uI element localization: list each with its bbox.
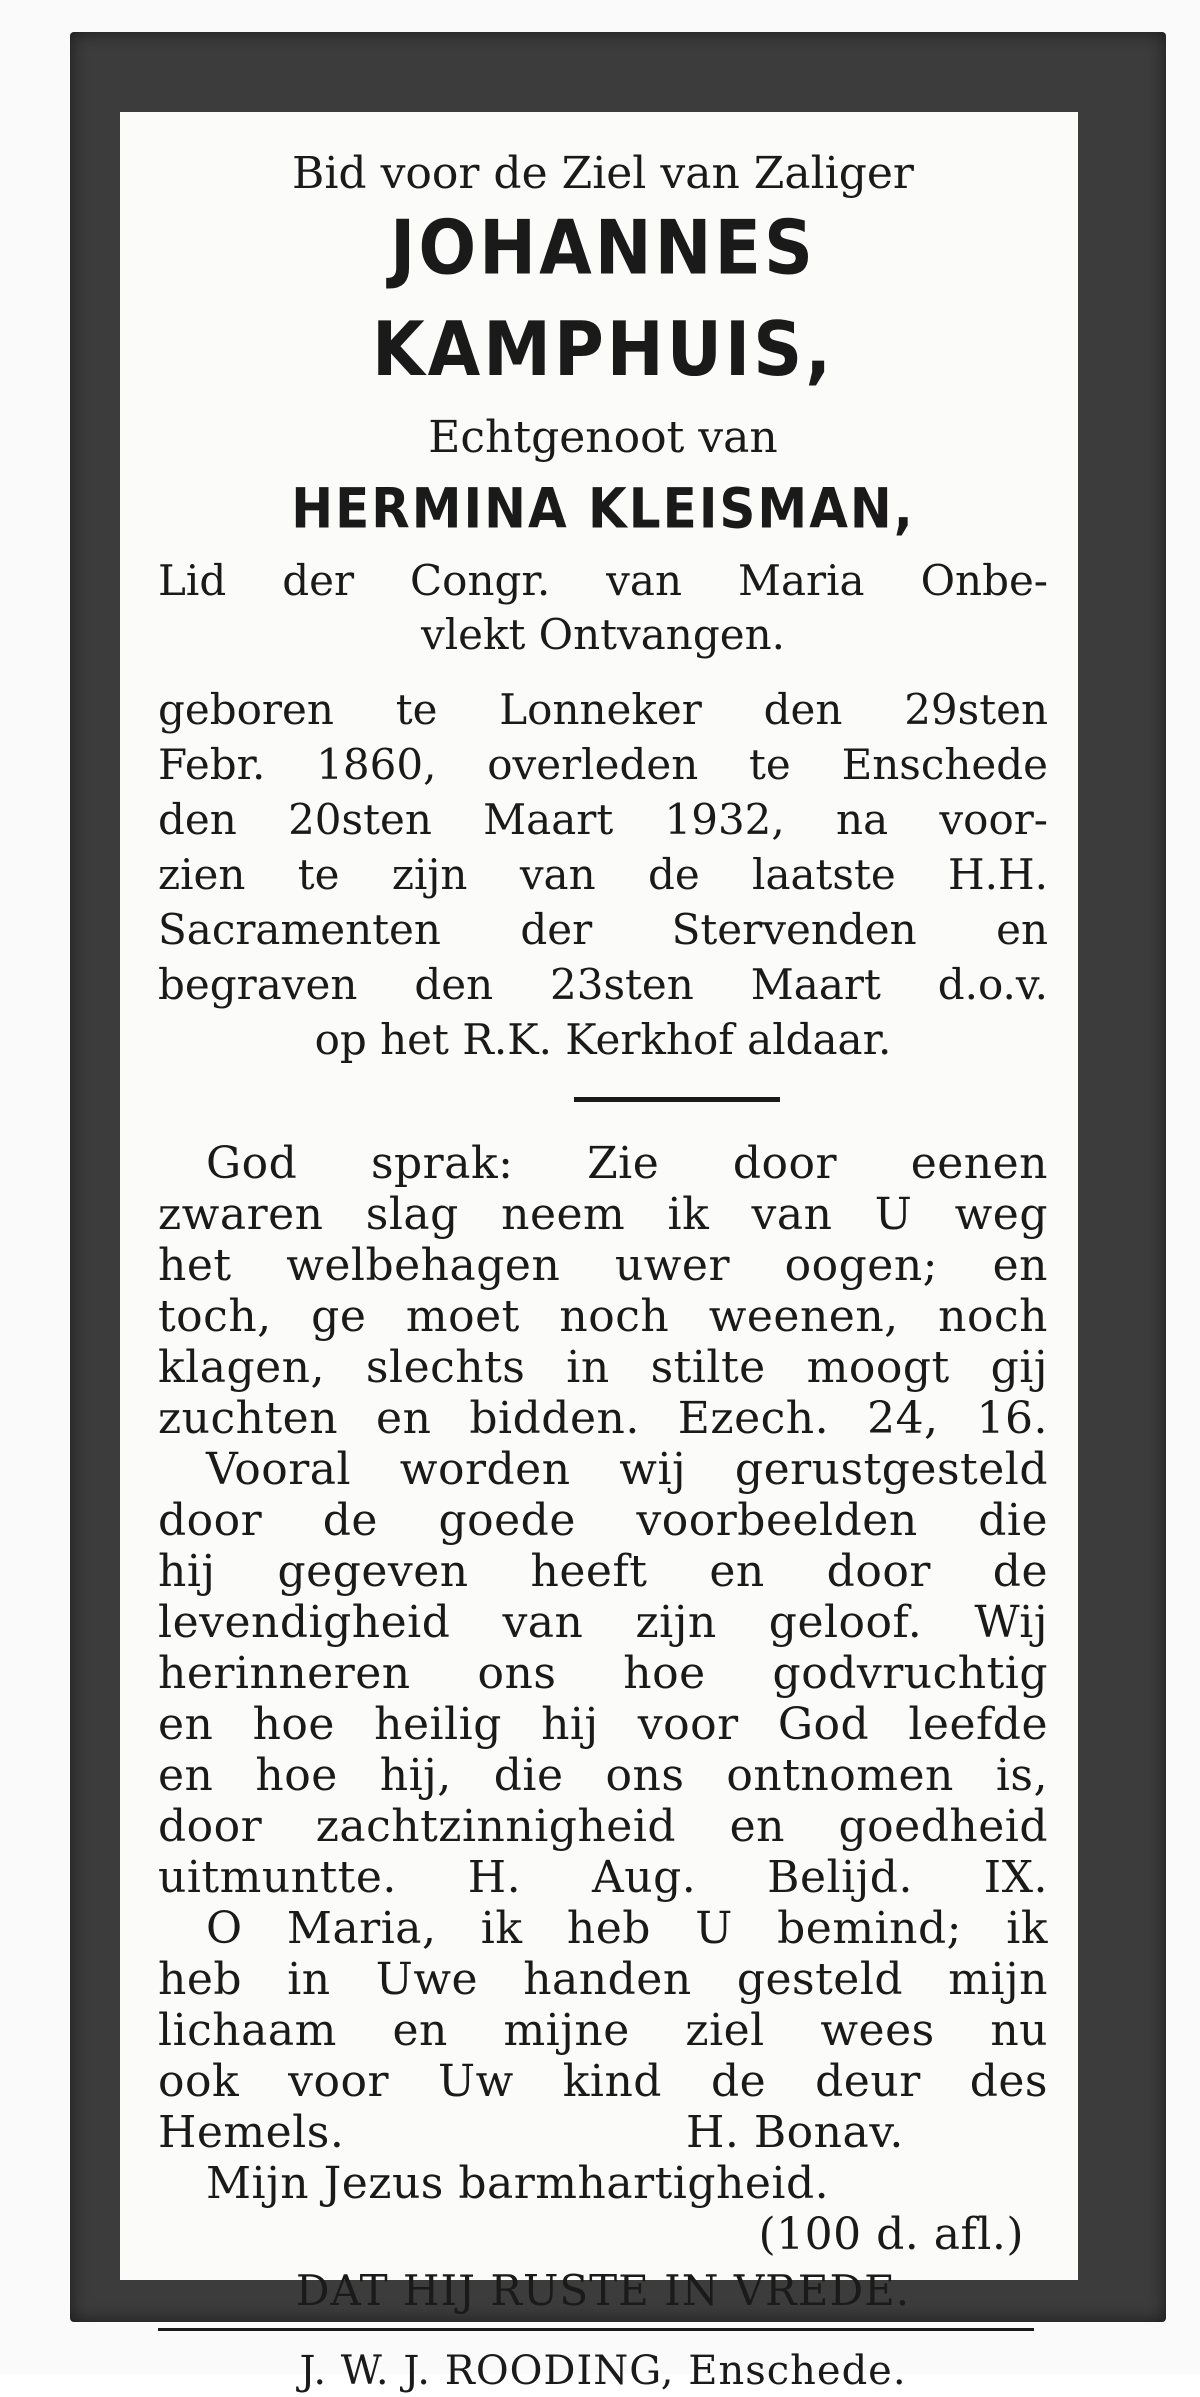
verse-line: O Maria, ik heb U bemind; ik [206, 1903, 1048, 1954]
verse-line: herinneren ons hoe godvruchtig [158, 1648, 1048, 1699]
prayer-line: Mijn Jezus barmhartigheid. [206, 2158, 830, 2209]
verse-last-text: Hemels. [158, 2107, 345, 2158]
bio-line: Sacramenten der Stervenden en [158, 905, 1048, 954]
verse-line: het welbehagen uwer oogen; en [158, 1240, 1048, 1291]
deceased-name: JOHANNES KAMPHUIS, [371, 205, 835, 394]
printer-imprint: J. W. J. ROODING, Enschede. [299, 2348, 907, 2394]
spouse-label: Echtgenoot van [428, 412, 778, 463]
verse-line: Vooral worden wij gerustgesteld [206, 1444, 1048, 1495]
membership-line: Lid der Congr. van Maria Onbe- [158, 556, 1048, 605]
memorial-card [120, 112, 1078, 2394]
verse-line: hij gegeven heeft en door de [158, 1546, 1048, 1597]
divider-rule [574, 1097, 780, 1102]
verse-reference: H. Bonav. [686, 2107, 904, 2158]
verse-line: toch, ge moet noch weenen, noch [158, 1291, 1048, 1342]
verse-line: klagen, slechts in stilte moogt gij [158, 1342, 1048, 1393]
verse-line: zuchten en bidden. Ezech. 24, 16. [158, 1393, 1048, 1444]
verse-line: heb in Uwe handen gesteld mijn [158, 1954, 1048, 2005]
intro-line: Bid voor de Ziel van Zaliger [292, 148, 914, 199]
bio-line: den 20sten Maart 1932, na voor- [158, 795, 1048, 844]
bottom-rule [158, 2328, 1034, 2331]
verse-augustinus [158, 1444, 1048, 1903]
verse-line: uitmuntte. H. Aug. Belijd. IX. [158, 1852, 1048, 1903]
bio-line: geboren te Lonneker den 29sten [158, 685, 1048, 734]
verse-line: zwaren slag neem ik van U weg [158, 1189, 1048, 1240]
bio-line: Febr. 1860, overleden te Enschede [158, 740, 1048, 789]
verse-line: ook voor Uw kind de deur des [158, 2056, 1048, 2107]
verse-bonaventura [158, 1903, 1048, 2158]
bio-line: begraven den 23sten Maart d.o.v. [158, 960, 1048, 1009]
biography [158, 682, 1048, 1067]
verse-line: levendigheid van zijn geloof. Wij [158, 1597, 1048, 1648]
verse-ezechiel [158, 1138, 1048, 1444]
verse-line: door zachtzinnigheid en goedheid [158, 1801, 1048, 1852]
membership-line: vlekt Ontvangen. [420, 610, 785, 659]
verse-line: lichaam en mijne ziel wees nu [158, 2005, 1048, 2056]
verse-line [158, 2107, 1048, 2158]
spouse-name: HERMINA KLEISMAN, [291, 477, 915, 541]
bio-line: op het R.K. Kerkhof aldaar. [314, 1015, 892, 1064]
membership-text [158, 554, 1048, 662]
bio-line: zien te zijn van de laatste H.H. [158, 850, 1048, 899]
short-prayer [158, 2158, 1048, 2260]
verse-line: door de goede voorbeelden die [158, 1495, 1048, 1546]
verse-line: God sprak: Zie door eenen [206, 1138, 1048, 1189]
indulgence-note: (100 d. afl.) [758, 2209, 1024, 2260]
closing-line: DAT HIJ RUSTE IN VREDE. [295, 2266, 911, 2315]
verse-line: en hoe hij, die ons ontnomen is, [158, 1750, 1048, 1801]
verse-line: en hoe heilig hij voor God leefde [158, 1699, 1048, 1750]
